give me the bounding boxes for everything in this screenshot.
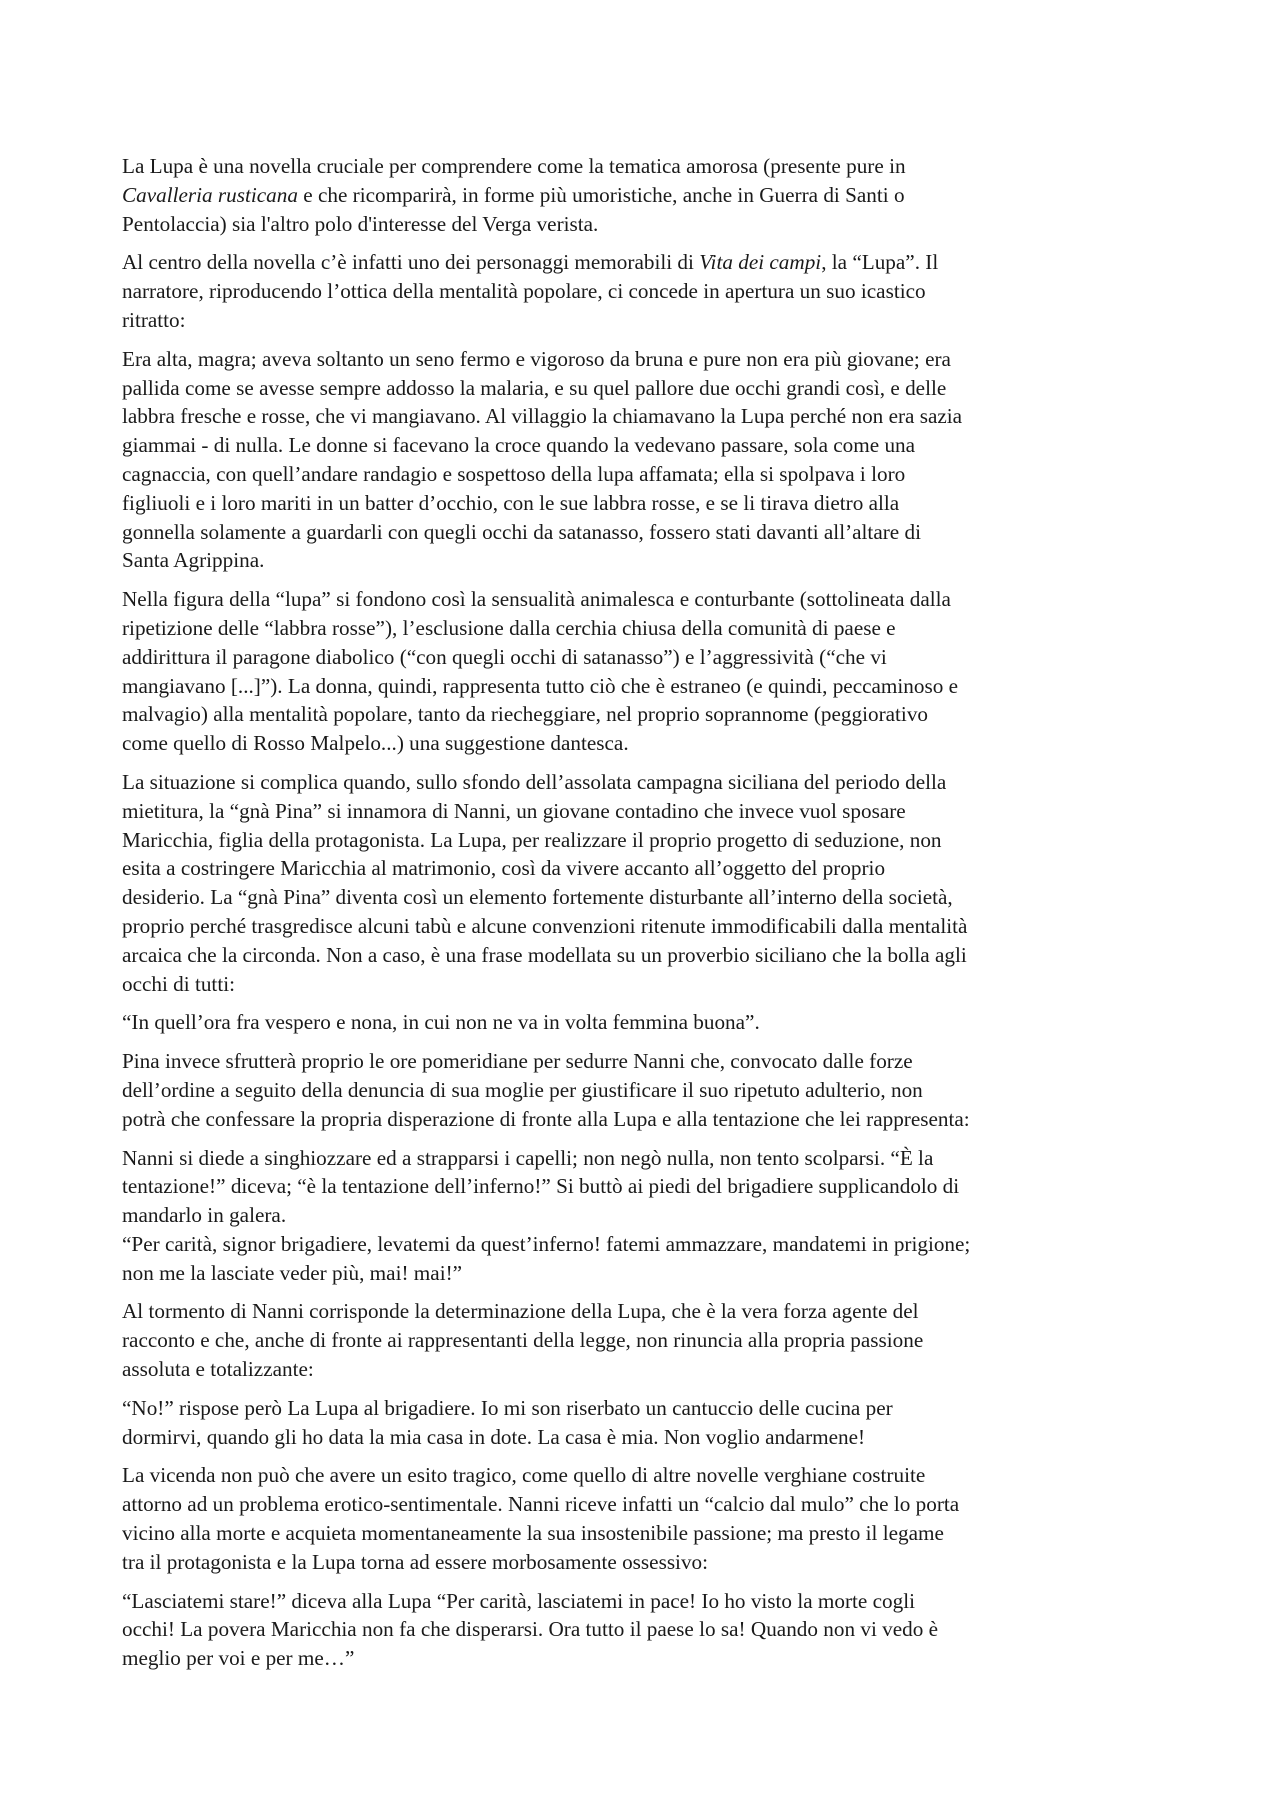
text-line: [122, 1105, 1162, 1134]
text-line: [122, 518, 1162, 547]
text-run: Nella figura della “lupa” si fondono così la sensualità animalesca e conturbante (sottolineata dalla: [122, 587, 951, 612]
text-run: tentazione!” diceva; “è la tentazione dell’inferno!” Si buttò ai piedi del brigadiere supplicandolo di: [122, 1174, 960, 1199]
text-line: [122, 854, 1162, 883]
paragraph: [122, 768, 1162, 998]
text-run: mandarlo in galera.: [122, 1203, 287, 1228]
text-run: Pentolaccia) sia l'altro polo d'interesse del Verga verista.: [122, 211, 599, 236]
paragraph: [122, 152, 1162, 238]
text-line: [122, 585, 1162, 614]
text-line: [122, 1201, 1162, 1230]
text-run: dell’ordine a seguito della denuncia di sua moglie per giustificare il suo ripetuto adulterio, non: [122, 1077, 923, 1102]
text-run: Al centro della novella c’è infatti uno dei personaggi memorabili di: [122, 250, 700, 275]
text-line: [122, 460, 1162, 489]
text-line: [122, 1548, 1162, 1577]
text-line: [122, 1587, 1162, 1616]
text-run: desiderio. La “gnà Pina” diventa così un elemento fortemente disturbante all’interno della società,: [122, 885, 953, 910]
text-run: mangiavano [...]”). La donna, quindi, rappresenta tutto ciò che è estraneo (e quindi, peccaminoso e: [122, 673, 959, 698]
text-run: ripetizione delle “labbra rosse”), l’esclusione dalla cerchia chiusa della comunità di paese e: [122, 615, 896, 640]
text-run: malvagio) alla mentalità popolare, tanto da riecheggiare, nel proprio soprannome (peggiorativo: [122, 702, 929, 727]
text-run: gonnella solamente a guardarli con quegli occhi da satanasso, fossero stati davanti all’altare di: [122, 519, 921, 544]
text-line: [122, 546, 1162, 575]
text-line: [122, 1230, 1162, 1259]
text-run: La vicenda non può che avere un esito tragico, come quello di altre novelle verghiane costruite: [122, 1463, 926, 1488]
text-line: [122, 912, 1162, 941]
text-run: occhi di tutti:: [122, 971, 235, 996]
text-line: [122, 181, 1162, 210]
text-line: [122, 883, 1162, 912]
text-run: narratore, riproducendo l’ottica della mentalità popolare, ci concede in apertura un suo icastico: [122, 279, 926, 304]
text-run: figliuoli e i loro mariti in un batter d’occhio, con le sue labbra rosse, e se li tirava dietro alla: [122, 490, 900, 515]
text-line: [122, 614, 1162, 643]
text-line: [122, 1076, 1162, 1105]
text-line: [122, 1047, 1162, 1076]
text-run: proprio perché trasgredisce alcuni tabù e alcune convenzioni ritenute immodificabili dalla mentalità: [122, 913, 968, 938]
text-line: [122, 643, 1162, 672]
text-run: cagnaccia, con quell’andare randagio e sospettoso della lupa affamata; ella si spolpava i loro: [122, 461, 906, 486]
text-line: [122, 1008, 1162, 1037]
text-line: [122, 1423, 1162, 1452]
text-run: assoluta e totalizzante:: [122, 1357, 314, 1382]
paragraph: [122, 1047, 1162, 1133]
text-line: [122, 1644, 1162, 1673]
text-run: “Lasciatemi stare!” diceva alla Lupa “Per carità, lasciatemi in pace! Io ho visto la morte cogli: [122, 1588, 915, 1613]
text-line: [122, 1172, 1162, 1201]
text-run: labbra fresche e rosse, che vi mangiavano. Al villaggio la chiamavano la Lupa perché non era sazia: [122, 404, 963, 429]
text-line: [122, 210, 1162, 239]
paragraph: [122, 585, 1162, 758]
text-run: non me la lasciate veder più, mai! mai!”: [122, 1260, 463, 1285]
text-run: La Lupa è una novella cruciale per comprendere come la tematica amorosa (presente pure in: [122, 154, 906, 178]
text-line: [122, 1394, 1162, 1423]
paragraph: [122, 1008, 1162, 1037]
text-run: arcaica che la circonda. Non a caso, è una frase modellata su un proverbio siciliano che la bolla agli: [122, 942, 967, 967]
text-line: [122, 1259, 1162, 1288]
text-run: ritratto:: [122, 307, 186, 332]
document-page: [122, 152, 1162, 1683]
text-line: [122, 306, 1162, 335]
paragraph: [122, 1144, 1162, 1288]
text-run: Nanni si diede a singhiozzare ed a strapparsi i capelli; non negò nulla, non tento scolparsi. “È la: [122, 1145, 934, 1170]
text-line: [122, 941, 1162, 970]
text-line: [122, 1326, 1162, 1355]
text-line: [122, 431, 1162, 460]
text-run: esita a costringere Maricchia al matrimonio, così da vivere accanto all’oggetto del proprio: [122, 856, 886, 881]
text-line: [122, 1297, 1162, 1326]
text-run: vicino alla morte e acquieta momentaneamente la sua insostenibile passione; ma presto il legame: [122, 1521, 944, 1546]
text-run: dormirvi, quando gli ho data la mia casa in dote. La casa è mia. Non voglio andarmene!: [122, 1424, 866, 1449]
italic-title: Cavalleria rusticana: [122, 182, 298, 207]
paragraph: [122, 1461, 1162, 1576]
text-run: come quello di Rosso Malpelo...) una suggestione dantesca.: [122, 731, 629, 756]
text-line: [122, 1490, 1162, 1519]
text-run: pallida come se avesse sempre addosso la malaria, e su quel pallore due occhi grandi così, e delle: [122, 375, 947, 400]
text-run: e che ricomparirà, in forme più umoristiche, anche in Guerra di Santi o: [297, 182, 905, 207]
text-run: addirittura il paragone diabolico (“con quegli occhi di satanasso”) e l’aggressività (“che vi: [122, 644, 887, 669]
paragraph: [122, 1297, 1162, 1383]
text-line: [122, 345, 1162, 374]
paragraph: [122, 1587, 1162, 1673]
text-line: [122, 489, 1162, 518]
text-line: [122, 374, 1162, 403]
italic-title: Vita dei campi: [699, 250, 822, 275]
text-line: [122, 402, 1162, 431]
text-run: attorno ad un problema erotico-sentimentale. Nanni riceve infatti un “calcio dal mulo” che lo porta: [122, 1492, 960, 1517]
text-run: occhi! La povera Maricchia non fa che disperarsi. Ora tutto il paese lo sa! Quando non vi vedo è: [122, 1617, 939, 1642]
text-run: Era alta, magra; aveva soltanto un seno fermo e vigoroso da bruna e pure non era più giovane; era: [122, 346, 951, 371]
text-line: [122, 729, 1162, 758]
text-line: [122, 1615, 1162, 1644]
paragraph: [122, 248, 1162, 334]
text-line: [122, 672, 1162, 701]
text-line: [122, 1461, 1162, 1490]
text-run: Santa Agrippina.: [122, 548, 265, 573]
text-line: [122, 1144, 1162, 1173]
text-run: racconto e che, anche di fronte ai rappresentanti della legge, non rinuncia alla propria passione: [122, 1328, 924, 1353]
text-line: [122, 700, 1162, 729]
text-line: [122, 970, 1162, 999]
text-run: potrà che confessare la propria disperazione di fronte alla Lupa e alla tentazione che lei rappresenta:: [122, 1106, 970, 1131]
paragraph: [122, 345, 1162, 575]
text-line: [122, 277, 1162, 306]
text-run: “In quell’ora fra vespero e nona, in cui non ne va in volta femmina buona”.: [122, 1010, 760, 1035]
text-run: Pina invece sfrutterà proprio le ore pomeridiane per sedurre Nanni che, convocato dalle forze: [122, 1049, 913, 1074]
text-line: [122, 152, 1162, 181]
text-run: Al tormento di Nanni corrisponde la determinazione della Lupa, che è la vera forza agente del: [122, 1299, 919, 1324]
text-run: mietitura, la “gnà Pina” si innamora di Nanni, un giovane contadino che invece vuol sposare: [122, 798, 906, 823]
text-line: [122, 248, 1162, 277]
text-run: giammai - di nulla. Le donne si facevano la croce quando la vedevano passare, sola come una: [122, 433, 916, 458]
text-run: La situazione si complica quando, sullo sfondo dell’assolata campagna siciliana del periodo della: [122, 769, 947, 794]
text-line: [122, 768, 1162, 797]
paragraph: [122, 1394, 1162, 1452]
text-run: Maricchia, figlia della protagonista. La Lupa, per realizzare il proprio progetto di seduzione, non: [122, 827, 942, 852]
text-line: [122, 797, 1162, 826]
text-run: , la “Lupa”. Il: [821, 250, 939, 275]
text-run: meglio per voi e per me…”: [122, 1646, 355, 1671]
text-run: “No!” rispose però La Lupa al brigadiere. Io mi son riserbato un cantuccio delle cucina per: [122, 1395, 893, 1420]
text-run: “Per carità, signor brigadiere, levatemi da quest’inferno! fatemi ammazzare, mandatemi in prigione;: [122, 1231, 971, 1256]
text-line: [122, 1355, 1162, 1384]
text-run: tra il protagonista e la Lupa torna ad essere morbosamente ossessivo:: [122, 1549, 709, 1574]
text-line: [122, 1519, 1162, 1548]
text-line: [122, 826, 1162, 855]
